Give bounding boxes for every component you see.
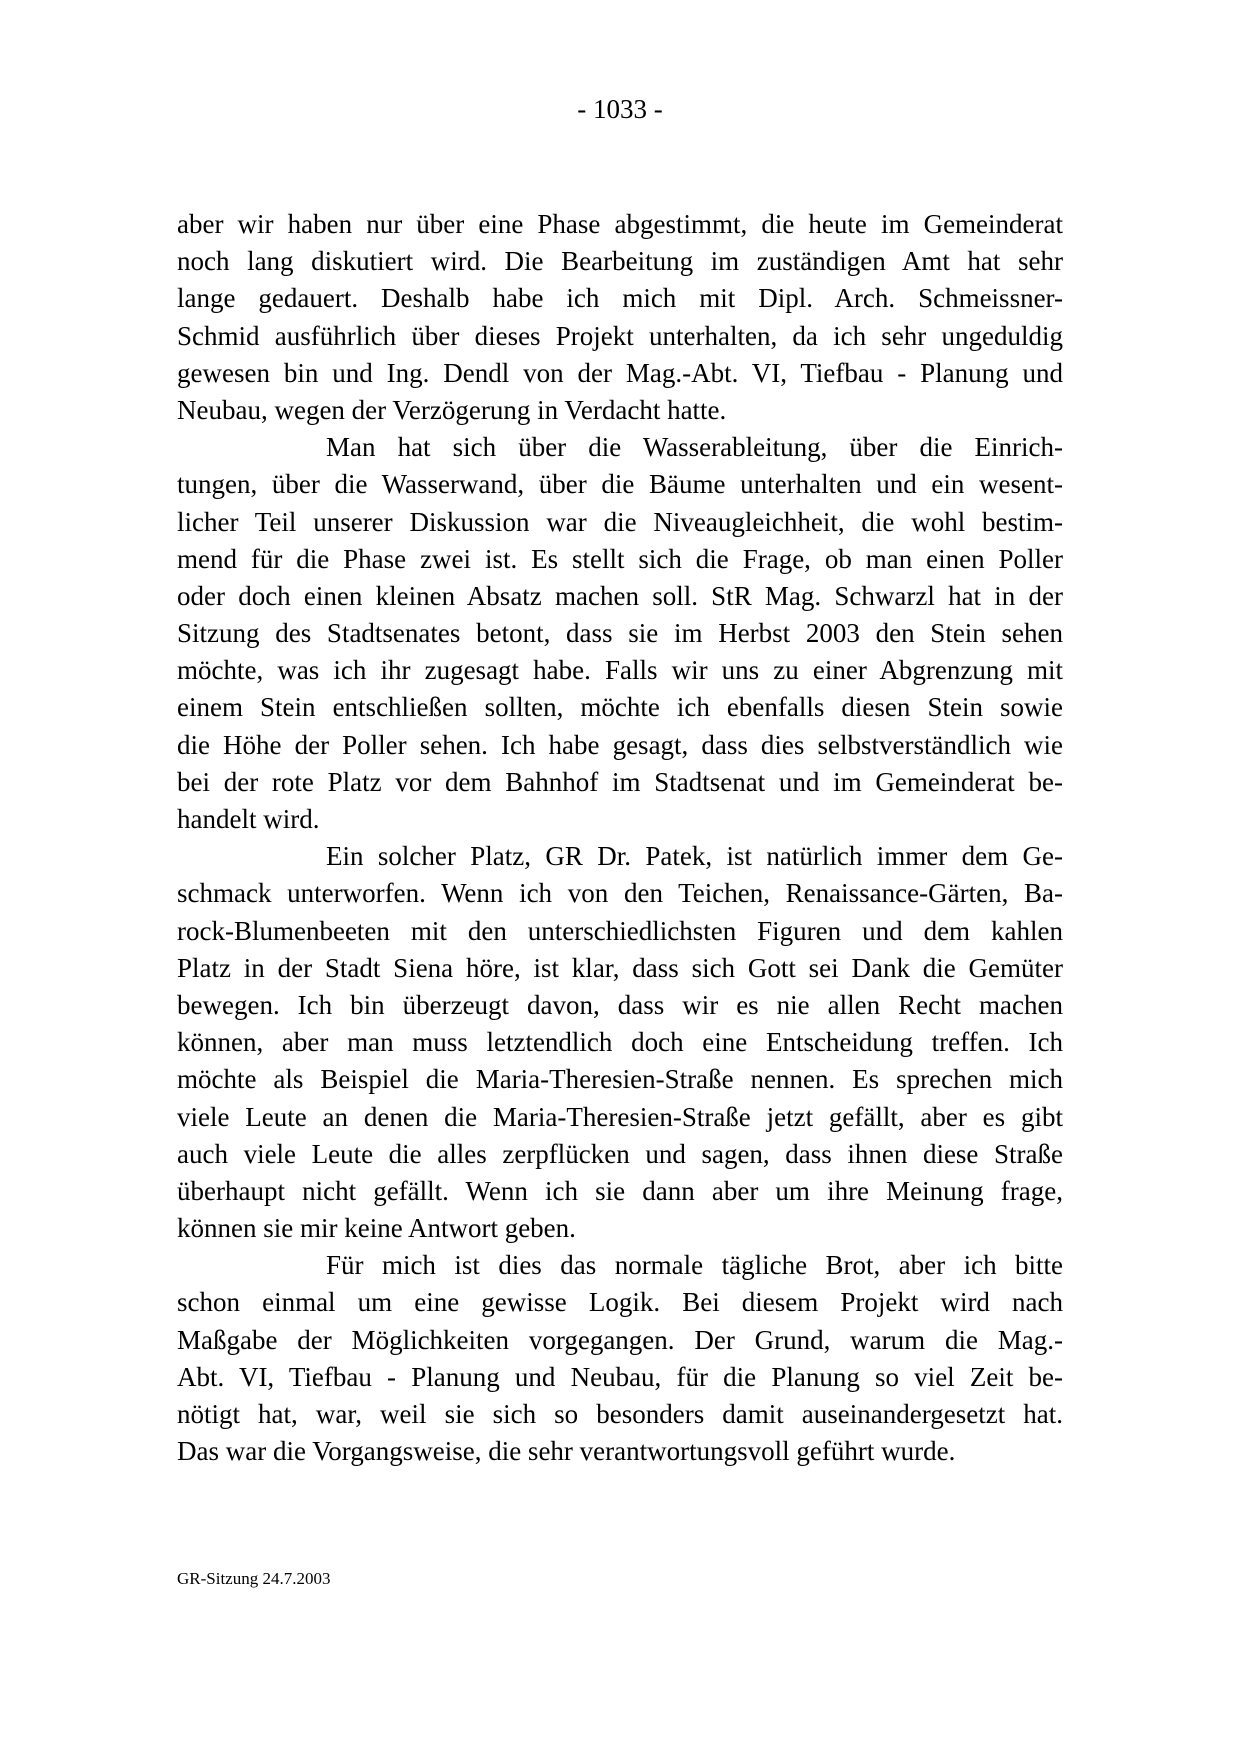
text-line: die Höhe der Poller sehen. Ich habe gesagt, dass dies selbstverständlich wie xyxy=(177,729,1063,760)
text-line: möchte als Beispiel die Maria-Theresien-Straße nennen. Es sprechen mich xyxy=(177,1064,1063,1095)
text-line: bei der rote Platz vor dem Bahnhof im Stadtsenat und im Gemeinderat be- xyxy=(177,766,1063,797)
text-line: können, aber man muss letztendlich doch eine Entscheidung treffen. Ich xyxy=(177,1027,1063,1058)
text-line: Man hat sich über die Wasserableitung, über die Einrich- xyxy=(326,432,1063,463)
page-footer: GR-Sitzung 24.7.2003 xyxy=(177,1569,331,1588)
text-line: handelt wird. xyxy=(177,804,320,834)
text-line: Abt. VI, Tiefbau - Planung und Neubau, für die Planung so viel Zeit be- xyxy=(177,1361,1063,1392)
text-line: noch lang diskutiert wird. Die Bearbeitung im zuständigen Amt hat sehr xyxy=(177,246,1063,277)
text-line: können sie mir keine Antwort geben. xyxy=(177,1213,576,1244)
text-line: Platz in der Stadt Siena höre, ist klar, dass sich Gott sei Dank die Gemüter xyxy=(177,952,1063,983)
text-line: Schmid ausführlich über dieses Projekt unterhalten, da ich sehr ungeduldig xyxy=(177,320,1063,351)
text-line: oder doch einen kleinen Absatz machen soll. StR Mag. Schwarzl hat in der xyxy=(177,580,1063,611)
text-line: viele Leute an denen die Maria-Theresien-Straße jetzt gefällt, aber es gibt xyxy=(177,1101,1063,1132)
text-line: mend für die Phase zwei ist. Es stellt sich die Frage, ob man einen Poller xyxy=(177,543,1063,574)
text-line: licher Teil unserer Diskussion war die Niveaugleichheit, die wohl bestim- xyxy=(177,506,1063,537)
text-line: schmack unterworfen. Wenn ich von den Teichen, Renaissance-Gärten, Ba- xyxy=(177,878,1063,909)
text-line: aber wir haben nur über eine Phase abgestimmt, die heute im Gemeinderat xyxy=(177,209,1063,239)
text-line: Das war die Vorgangsweise, die sehr verantwortungsvoll geführt wurde. xyxy=(177,1436,956,1467)
text-line: rock-Blumenbeeten mit den unterschiedlichsten Figuren und dem kahlen xyxy=(177,915,1063,946)
text-line: Für mich ist dies das normale tägliche Brot, aber ich bitte xyxy=(326,1250,1063,1281)
text-line: Ein solcher Platz, GR Dr. Patek, ist natürlich immer dem Ge- xyxy=(326,841,1063,872)
text-line: möchte, was ich ihr zugesagt habe. Falls wir uns zu einer Abgrenzung mit xyxy=(177,655,1063,686)
text-line: Maßgabe der Möglichkeiten vorgegangen. Der Grund, warum die Mag.- xyxy=(177,1324,1063,1355)
text-line: bewegen. Ich bin überzeugt davon, dass wir es nie allen Recht machen xyxy=(177,989,1063,1020)
text-line: gewesen bin und Ing. Dendl von der Mag.-Abt. VI, Tiefbau - Planung und xyxy=(177,357,1063,388)
text-line: überhaupt nicht gefällt. Wenn ich sie dann aber um ihre Meinung frage, xyxy=(177,1175,1063,1206)
text-line: tungen, über die Wasserwand, über die Bäume unterhalten und ein wesent- xyxy=(177,469,1063,500)
document-body xyxy=(177,206,1063,1470)
text-line: Neubau, wegen der Verzögerung in Verdacht hatte. xyxy=(177,394,727,425)
text-line: nötigt hat, war, weil sie sich so besonders damit auseinandergesetzt hat. xyxy=(177,1399,1063,1429)
page-number: - 1033 - xyxy=(577,94,663,124)
text-line: einem Stein entschließen sollten, möchte ich ebenfalls diesen Stein sowie xyxy=(177,692,1063,723)
text-line: lange gedauert. Deshalb habe ich mich mit Dipl. Arch. Schmeissner- xyxy=(177,283,1063,314)
text-line: schon einmal um eine gewisse Logik. Bei diesem Projekt wird nach xyxy=(177,1287,1063,1318)
text-line: auch viele Leute die alles zerpflücken und sagen, dass ihnen diese Straße xyxy=(177,1138,1063,1169)
text-line: Sitzung des Stadtsenates betont, dass sie im Herbst 2003 den Stein sehen xyxy=(177,618,1063,649)
